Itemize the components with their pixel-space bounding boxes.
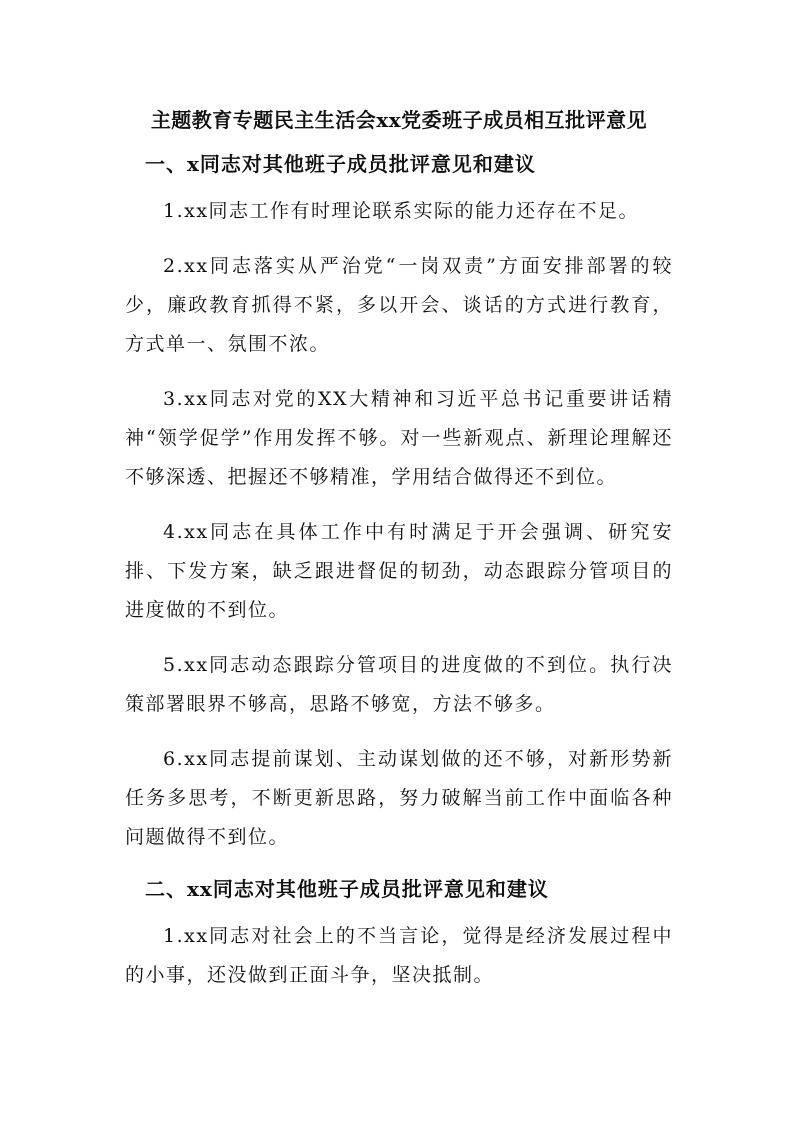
- section-heading: 一、x同志对其他班子成员批评意见和建议: [145, 152, 536, 176]
- paragraph: 1.xx同志对社会上的不当言论，觉得是经济发展过程中的小事，还没做到正面斗争，坚决抵制。: [125, 925, 673, 986]
- paragraph: 2.xx同志落实从严治党“一岗双责”方面安排部署的较少，廉政教育抓得不紧，多以开会、谈话的方式进行教育，方式单一、氛围不浓。: [125, 255, 673, 355]
- paragraph: 1.xx同志工作有时理论联系实际的能力还存在不足。: [163, 200, 640, 222]
- paragraph: 4.xx同志在具体工作中有时满足于开会强调、研究安排、下发方案，缺乏跟进督促的韧劲，动态跟踪分管项目的进度做的不到位。: [125, 521, 673, 621]
- paragraph: 3.xx同志对党的XX大精神和习近平总书记重要讲话精神“领学促学”作用发挥不够。对一些新观点、新理论理解还不够深透、把握还不够精准，学用结合做得还不到位。: [125, 388, 673, 488]
- section-1: [125, 148, 673, 857]
- section-2: [125, 873, 673, 995]
- document-body: [125, 104, 673, 995]
- document-title: 主题教育专题民主生活会xx党委班子成员相互批评意见: [150, 108, 648, 132]
- paragraph: 5.xx同志动态跟踪分管项目的进度做的不到位。执行决策部署眼界不够高，思路不够宽，方法不够多。: [125, 654, 673, 715]
- section-heading: 二、xx同志对其他班子成员批评意见和建议: [145, 877, 549, 901]
- paragraph: 6.xx同志提前谋划、主动谋划做的还不够，对新形势新任务多思考，不断更新思路，努力破解当前工作中面临各种问题做得不到位。: [125, 748, 673, 848]
